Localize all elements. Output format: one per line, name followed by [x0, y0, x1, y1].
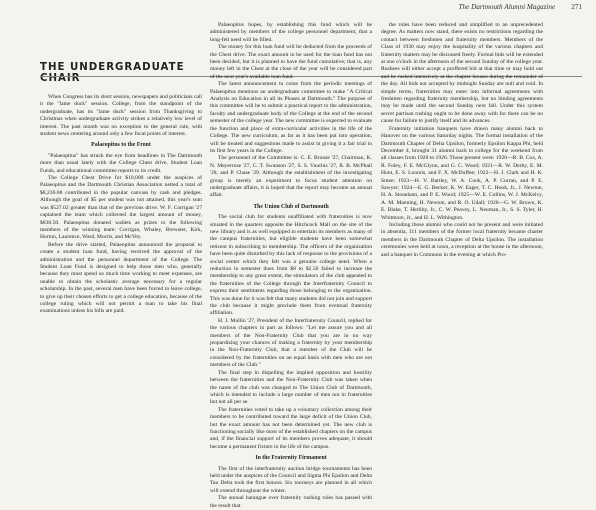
paragraph: The social club for students unaffiliated with fraternities is now situated in the quarters opposite the Hitchcock Mall on the site of the new library and is as well equipped to entertain its members as many of the campus fraternities, but eligible students have been somewhat reticent in subscribing to membership. The officers of the organization have been quite disturbed by this lack of response to the provisions of a social center which they felt was a genuine college need. When a reduction in semester dues from $8 to $2.50 failed to increase the membership to any great extent, the stimulators of the club appealed to the fraternities of the College through the Interfraternity Council to express their sentiments regarding those belonging to the organization. This was done for it was felt that many students did not join and support the club because it might preclude them from eventual fraternity affiliation.: [210, 214, 372, 317]
section-heading: The Union Club of Dartmouth: [253, 203, 329, 210]
paragraph: the rules have been reduced and simplified to an unprecedented degree. As matters now stand, there exists no restrictions regarding the contact between freshmen and fraternity members. Members of the Class of 1930 may enjoy the hospitality of the various chapters and fraternity matters may be discussed freely. Formal bids will be extended at one o'clock in the afternoon of the second Sunday of the college year. Rushees will either accept a proffered bid at that time or may hold out and be rushed intensively at the chapter houses during the remainder of the day. All bids not accepted by midnight Sunday are null and void. In simple terms, fraternities may enter into informal agreements with freshmen regarding fraternity membership, but no binding agreements may be made until the second Sunday next fall. Under this system secret partisan rushing ought to be done away with for there can be no cause for failure to justify itself and its advances.: [381, 22, 543, 125]
publication-title: The Dartmouth Alumni Magazine: [458, 3, 556, 11]
paragraph: The first of the interfraternity auction bridge tournaments has been held under the auspices of the Council and Sigma Phi Epsilon and Delta Tau Delta took the first honors. Six tourneys are planned in all which will extend throughout the winter.: [210, 465, 372, 494]
running-head: [40, 3, 582, 17]
paragraph: The personnel of the Committee is: C. E. Brouse '27, Chairman, K. N. Meyerrose '27, C. T. Swanson '27, S. S. Vuorhis '27, R. B. McPhail '28, and P. Chase '29. Although the establishment of the investigating group is merely an experiment to focus student attention on undergraduate affairs, it is hoped that the report may become an annual affair.: [210, 155, 372, 199]
paragraph: Before the drive started, Palaeopitus announced the proposal to create a student loan fund, having received the approval of the administration and the personnel department of the College. The Student Loan Fund is designed to help those men who, generally because they must spend so much time working to meet expenses, are unable to obtain the scholastic average necessary for a regular scholarship. In the past, several men have been forced to leave college, to give up their chosen efforts to get a college education, because of the college ruling which will not permit a man to take his final examinations unless his bills are paid.: [40, 241, 202, 315]
paragraph: H. J. Mullin '27, President of the Interfraternity Council, replied for the various chapters in part as follows: "Let me assure you and all members of the Non-Fraternity Club that you are in no way jeopardizing your chances of making a fraternity by your membership in the Non-Fraternity Club, that a member of the Club will be considered by the fraternities on an equal basis with men who are not members of the Club.": [210, 317, 372, 369]
section-heading: Palaeopitus to the Front: [91, 142, 151, 149]
paragraph: When Congress has its short session, newspapers and politicians call it the "lame duck" session. College, from the standpoint of the undergraduate, has its "lame duck" session from Thanksgiving to Christmas when undergraduate activity strikes a relatively low level of interest. The past month was no exception to the general rule, with student news centering around only a few focal points of interest.: [40, 94, 202, 138]
paragraph: The latest announcement to come from the periodic meetings of Palaeopitus mentions an undergraduate committee to make "A Critical Analysis on Education in all its Phases at Dartmouth." The purpose of this committee will be to submit a practical report to the administration, faculty and undergraduate body of the College at the end of the second semester of the college year. The new committee is expected to evaluate the function and place of extra-curricular activities in the life of the College. The new curriculum, as far as it has been put into operation, will be treated and suggestions made to assist in giving it a fair trial in its first few years in the College.: [210, 81, 372, 154]
page-number: 271: [571, 3, 582, 11]
paragraph: The money for this loan fund will be deducted from the proceeds of the Chest drive. The exact amount to be used for the loan fund has not been decided, but it is planned to have the fund cumulative; that is, any money left in the Chest at the close of the year will be considered part of the next year's available loan fund.: [210, 44, 372, 80]
paragraph: The annual harangue over fraternity rushing rules has passed with the result that: [210, 495, 372, 509]
paragraph: The final step in dispelling the implied opposition and hostility between the fraternities and the Non-Fraternity Club was taken when the name of the club was changed to The Union Club of Dartmouth, which is intended to include a large number of men not in fraternities but not all per se.: [210, 369, 372, 406]
text-column-1: [40, 94, 202, 418]
section-heading: In the Fraternity Firmament: [255, 455, 327, 462]
text-column-2: [210, 22, 372, 509]
paragraph: "Palaeopitus" has struck the eye from headlines in The Dartmouth more than usual lately with the College Chest drive, Student Loan Funds, and educational committee reports to its credit.: [40, 152, 202, 174]
paragraph: Including those alumni who could not be present and were initiated in absentia, 111 members of the former local fraternity became charter members in the Dartmouth Chapter of Delta Upsilon. The installation ceremonies were held at noon, a reception at the house in the afternoon, and a banquet in Commons in the evening at which Pro-: [381, 221, 543, 258]
text-column-3: [381, 22, 543, 418]
paragraph: Palaeopitus hopes, by establishing this fund which will be administered by members of the college personnel department, that a long-felt need will be filled.: [210, 22, 372, 43]
paragraph: The fraternities voted to take up a voluntary collection among their members to be contributed toward the large deficit of the Union Club, but the exact amount has not been determined yet. The new club is functioning socially like most of the established chapters on the campus and, if the financial support of its members proves adequate, it should become a permanent fixture in the life of the campus.: [210, 406, 372, 450]
paragraph: The College Chest Drive for $10,000 under the auspices of Palaeopitus and the Dartmouth Christian Association netted a total of $8,236.08 contributed in the popular canvass by cash and pledges. Although the goal of $5 per student was not attained, this year's sum was $527.02 greater than that of the previous drive. W. F. Corrigan '27 captained the team which collected the largest amount of money, $838.50. Palaeopitus donated wallets as prizes to the following members of the winning team: Corrigan, Whaley, Brewster, Kirk, Horton, Laurence, Ward, Morris, and McVey.: [40, 175, 202, 241]
paragraph: Fraternity initiation banquets have drawn many alumni back to Hanover on the various Saturday nights. The formal installation of the Dartmouth Chapter of Delta Upsilon, formerly Epsilon Kappa Phi, held December 4, brought 31 alumni back to college for the weekend from all classes from 1920 to 1926. Those present were: 1920—R. B. Cox, A. R. Foley, F. E. McGlynn, and G. C. Wood; 1921—R. W. Derby, E. M. Hunt, E. S. Loomis, and F. X. McDuffee; 1922—H. J. Clark and H. K. Smee; 1923—H. V. Bartley, W. A. Cook, A. P. Curran, and P. E. Sawyer; 1924—E. G. Becker, K. W. Eager, T. C. Hook, Jr., J. Newton, H. A. Stoneham, and P. E. Wood; 1925—W. E. Collins, W. J. McKelvy, A. M. Manning, H. Newton, and R. O. Udall; 1926—G. W. Brown, K. E. Blake, T. Herlihy, Jr., C. W. Peavey, L. Neuman, Jr., S. S. Tyler, H. Whitmore, Jr., and H. L. Withington.: [381, 125, 543, 221]
article-title: THE UNDERGRADUATE CHAIR: [40, 62, 185, 84]
